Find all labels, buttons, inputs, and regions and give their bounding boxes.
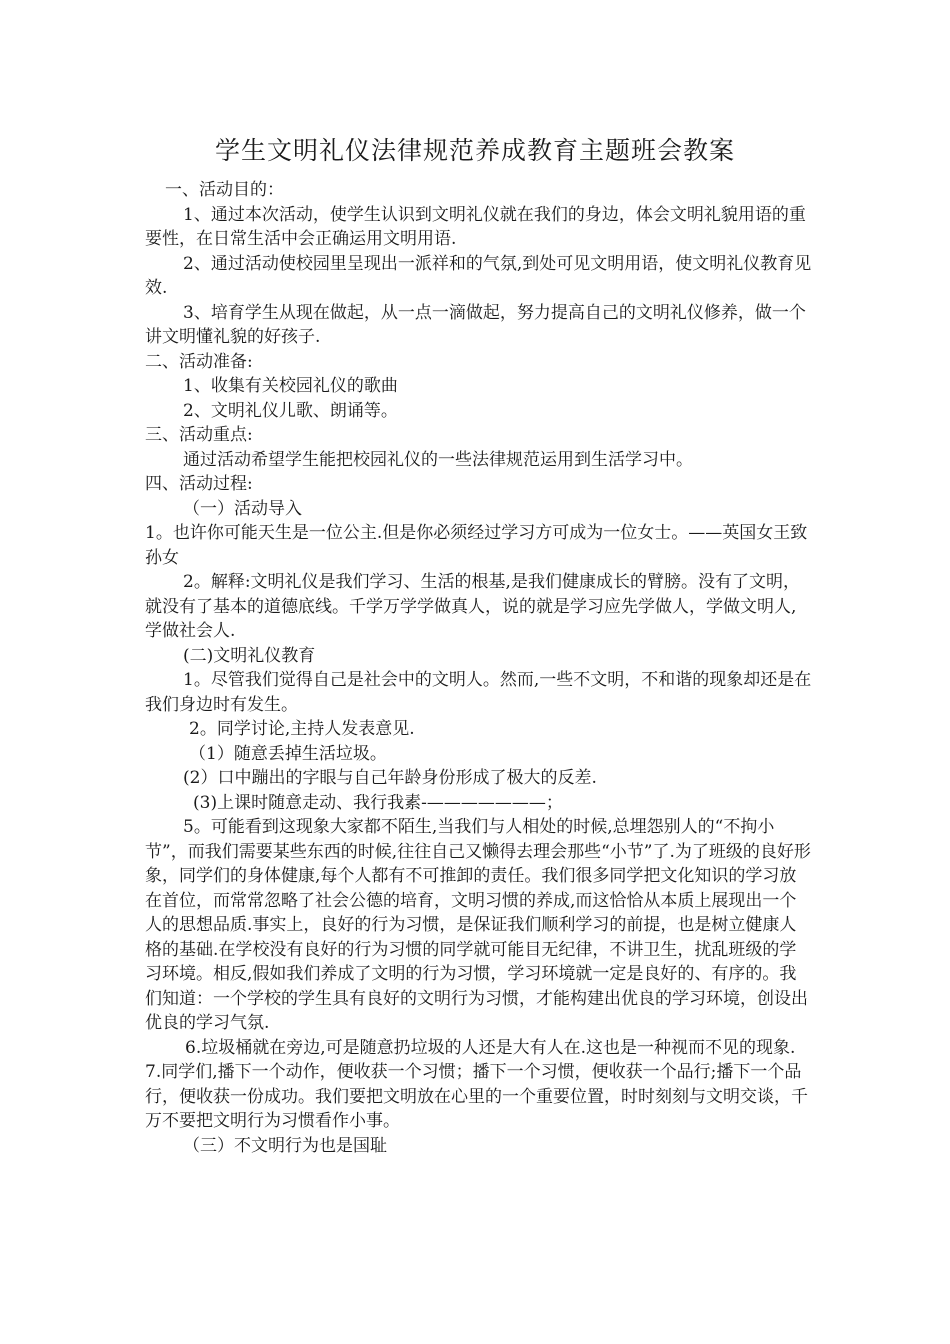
paragraph: 2。解释:文明礼仪是我们学习、生活的根基,是我们健康成长的臂膀。没有了文明，就没有了基本的道德底线。千学万学学做真人，说的就是学习应先学做人，学做文明人,学做社会人. [145, 572, 800, 641]
paragraph: 2、文明礼仪儿歌、朗诵等。 [183, 400, 398, 421]
paragraph: 1、收集有关校园礼仪的歌曲 [183, 376, 398, 396]
paragraph: 3、培育学生从现在做起，从一点一滴做起，努力提高自己的文明礼仪修养，做一个讲文明懂礼貌的好孩子. [145, 302, 806, 347]
paragraph: 1。也许你可能天生是一位公主.但是你必须经过学习方可成为一位女士。——英国女王致孙女 [145, 523, 808, 568]
paragraph: 6.垃圾桶就在旁边,可是随意扔垃圾的人还是大有人在.这也是一种视而不见的现象. [185, 1037, 796, 1058]
paragraph: （1）随意丢掉生活垃圾。 [189, 743, 387, 764]
paragraph: (二)文明礼仪教育 [183, 645, 316, 666]
paragraph: （三）不文明行为也是国耻 [183, 1135, 387, 1156]
paragraph: 5。可能看到这现象大家都不陌生,当我们与人相处的时候,总埋怨别人的“不拘小节”，而我们需要某些东西的时候,往往自己又懒得去理会那些“小节”了.为了班级的良好形象，同学们的身体健康,每个人都有不可推卸的责任。我们很多同学把文化知识的学习放在首位，而常常忽略了社会公德的培育，文明习惯的养成,而这恰恰从本质上展现出一个人的思想品质.事实上，良好的行为习惯，是保证我们顺利学习的前提，也是树立健康人格的基础.在学校没有良好的行为习惯的同学就可能目无纪律，不讲卫生，扰乱班级的学习环境。相反,假如我们养成了文明的行为习惯，学习环境就一定是良好的、有序的。我们知道：一个学校的学生具有良好的文明行为习惯，才能构建出优良的学习环境，创设出优良的学习气氛. [145, 817, 811, 1033]
paragraph: 2。同学讨论,主持人发表意见. [189, 719, 415, 739]
paragraph: 1。尽管我们觉得自己是社会中的文明人。然而,一些不文明，不和谐的现象却还是在我们身边时有发生。 [145, 670, 812, 715]
paragraph: 二、活动准备: [145, 351, 253, 372]
paragraph: 通过活动希望学生能把校园礼仪的一些法律规范运用到生活学习中。 [183, 449, 693, 470]
paragraph: 2、通过活动使校园里呈现出一派祥和的气氛,到处可见文明用语，使文明礼仪教育见效. [145, 253, 812, 298]
document-body [145, 178, 813, 1158]
document-title: 学生文明礼仪法律规范养成教育主题班会教案 [214, 136, 735, 165]
paragraph: (3)上课时随意走动、我行我素-———————； [193, 792, 563, 813]
paragraph: 三、活动重点: [145, 425, 253, 445]
paragraph: （一）活动导入 [183, 498, 302, 519]
paragraph: 1、通过本次活动，使学生认识到文明礼仪就在我们的身边，体会文明礼貌用语的重要性，在日常生活中会正确运用文明用语. [145, 204, 806, 249]
paragraph: 7.同学们,播下一个动作，便收获一个习惯；播下一个习惯，便收获一个品行;播下一个品行，便收获一份成功。我们要把文明放在心里的一个重要位置，时时刻刻与文明交谈，千万不要把文明行为习惯看作小事。 [145, 1062, 808, 1131]
paragraph: (2）口中蹦出的字眼与自己年龄身份形成了极大的反差. [183, 768, 597, 788]
paragraph: 一、活动目的： [165, 180, 284, 200]
paragraph: 四、活动过程: [145, 474, 253, 494]
